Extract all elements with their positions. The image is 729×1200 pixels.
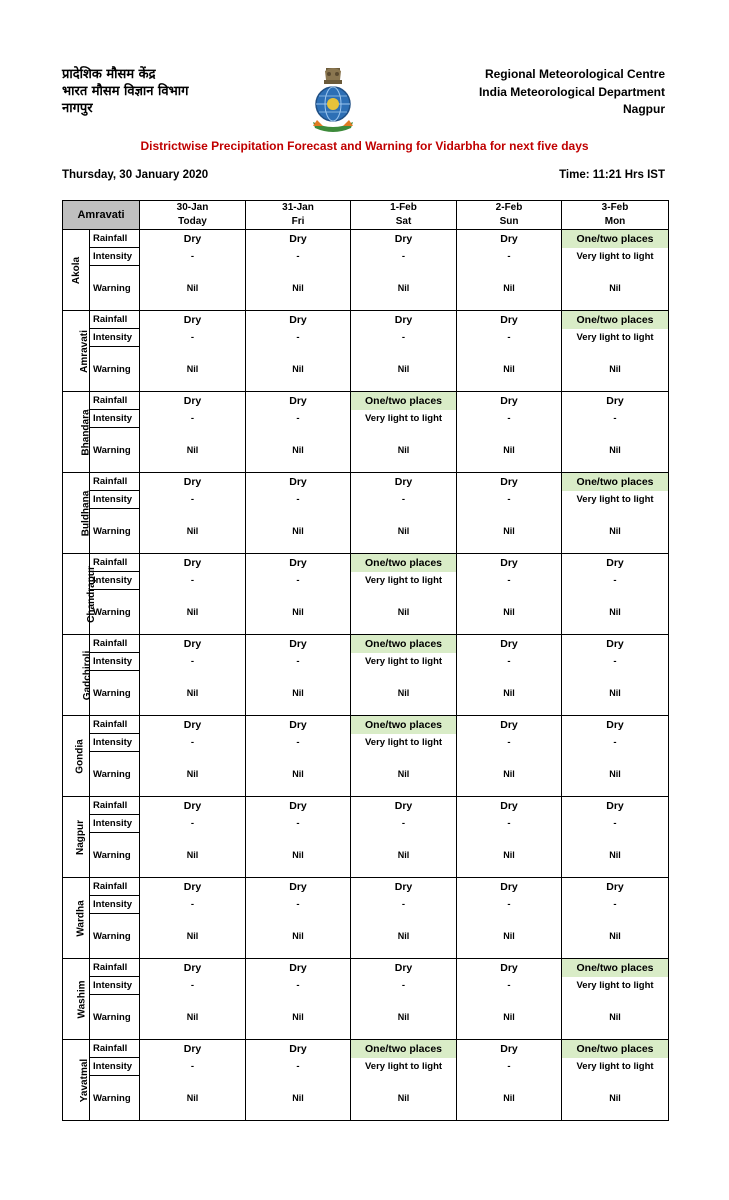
- intensity-cell: -: [351, 491, 457, 509]
- rainfall-row: [63, 878, 669, 896]
- warning-label: Warning: [90, 509, 140, 554]
- warning-row: [63, 266, 669, 311]
- warning-cell: Nil: [562, 509, 669, 554]
- warning-cell: Nil: [457, 752, 562, 797]
- rainfall-cell: One/two places: [562, 473, 669, 491]
- warning-row: [63, 671, 669, 716]
- district-name-cell: [63, 797, 90, 878]
- intensity-cell: Very light to light: [562, 248, 669, 266]
- warning-cell: Nil: [351, 914, 457, 959]
- warning-cell: Nil: [457, 428, 562, 473]
- intensity-cell: -: [351, 248, 457, 266]
- intensity-cell: -: [246, 653, 351, 671]
- forecast-body: [63, 230, 669, 1121]
- warning-cell: Nil: [562, 266, 669, 311]
- intensity-cell: -: [562, 410, 669, 428]
- rainfall-row: [63, 554, 669, 572]
- rainfall-cell: Dry: [246, 878, 351, 896]
- warning-cell: Nil: [140, 752, 246, 797]
- page-title: Districtwise Precipitation Forecast and Warning for Vidarbha for next five days: [140, 139, 589, 153]
- intensity-label: Intensity: [90, 734, 140, 752]
- rainfall-label: Rainfall: [90, 959, 140, 977]
- rainfall-cell: One/two places: [351, 1040, 457, 1058]
- intensity-cell: -: [140, 977, 246, 995]
- day-of-week: Fri: [246, 215, 351, 230]
- rainfall-cell: Dry: [140, 230, 246, 248]
- warning-cell: Nil: [457, 833, 562, 878]
- warning-cell: Nil: [246, 752, 351, 797]
- rainfall-row: [63, 797, 669, 815]
- district-name: Akola: [71, 256, 83, 284]
- warning-cell: Nil: [246, 509, 351, 554]
- rainfall-label: Rainfall: [90, 392, 140, 410]
- forecast-table: [62, 200, 669, 1121]
- warning-label: Warning: [90, 428, 140, 473]
- intensity-cell: Very light to light: [562, 491, 669, 509]
- day-date: 2-Feb: [457, 201, 562, 216]
- rainfall-cell: Dry: [457, 635, 562, 653]
- warning-cell: Nil: [562, 995, 669, 1040]
- rainfall-cell: Dry: [246, 716, 351, 734]
- hindi-office-name: [62, 66, 188, 117]
- header-dow-row: [63, 215, 669, 230]
- warning-cell: Nil: [246, 266, 351, 311]
- intensity-cell: -: [140, 572, 246, 590]
- warning-cell: Nil: [351, 1076, 457, 1121]
- rainfall-label: Rainfall: [90, 1040, 140, 1058]
- intensity-cell: -: [457, 248, 562, 266]
- intensity-row: [63, 248, 669, 266]
- warning-cell: Nil: [246, 347, 351, 392]
- district-name: Wardha: [75, 899, 87, 937]
- intensity-cell: -: [351, 815, 457, 833]
- warning-cell: Nil: [246, 995, 351, 1040]
- warning-cell: Nil: [140, 995, 246, 1040]
- intensity-cell: -: [562, 896, 669, 914]
- rainfall-cell: One/two places: [562, 959, 669, 977]
- warning-row: [63, 347, 669, 392]
- rainfall-label: Rainfall: [90, 797, 140, 815]
- district-name-cell: [63, 716, 90, 797]
- intensity-cell: -: [246, 329, 351, 347]
- rainfall-cell: Dry: [457, 392, 562, 410]
- rainfall-cell: Dry: [457, 1040, 562, 1058]
- rainfall-cell: One/two places: [351, 716, 457, 734]
- imd-emblem-icon: [307, 66, 359, 136]
- district-name-cell: [63, 311, 90, 392]
- intensity-row: [63, 410, 669, 428]
- district-name: Chandrapur: [85, 565, 97, 623]
- rainfall-cell: Dry: [351, 473, 457, 491]
- rainfall-label: Rainfall: [90, 311, 140, 329]
- district-name-cell: [63, 1040, 90, 1121]
- intensity-cell: -: [246, 896, 351, 914]
- rainfall-cell: Dry: [351, 959, 457, 977]
- intensity-cell: -: [246, 491, 351, 509]
- intensity-cell: -: [562, 572, 669, 590]
- intensity-label: Intensity: [90, 410, 140, 428]
- rainfall-cell: Dry: [562, 797, 669, 815]
- intensity-cell: -: [457, 815, 562, 833]
- warning-row: [63, 833, 669, 878]
- warning-cell: Nil: [562, 347, 669, 392]
- rainfall-label: Rainfall: [90, 473, 140, 491]
- intensity-cell: Very light to light: [562, 977, 669, 995]
- rainfall-cell: Dry: [351, 797, 457, 815]
- intensity-cell: Very light to light: [562, 1058, 669, 1076]
- rainfall-cell: Dry: [351, 311, 457, 329]
- day-of-week: Sun: [457, 215, 562, 230]
- intensity-cell: -: [140, 329, 246, 347]
- intensity-label: Intensity: [90, 977, 140, 995]
- warning-cell: Nil: [140, 347, 246, 392]
- district-name: Gadchiroli: [82, 650, 94, 700]
- hindi-line: भारत मौसम विज्ञान विभाग: [62, 84, 189, 99]
- warning-cell: Nil: [140, 833, 246, 878]
- warning-cell: Nil: [246, 1076, 351, 1121]
- warning-label: Warning: [90, 752, 140, 797]
- warning-cell: Nil: [457, 590, 562, 635]
- intensity-cell: Very light to light: [351, 572, 457, 590]
- rainfall-cell: Dry: [140, 878, 246, 896]
- warning-cell: Nil: [562, 752, 669, 797]
- intensity-label: Intensity: [90, 896, 140, 914]
- intensity-label: Intensity: [90, 1058, 140, 1076]
- intensity-cell: -: [140, 410, 246, 428]
- warning-cell: Nil: [351, 833, 457, 878]
- warning-cell: Nil: [351, 752, 457, 797]
- rainfall-row: [63, 635, 669, 653]
- day-of-week: Today: [140, 215, 246, 230]
- intensity-cell: -: [562, 734, 669, 752]
- hindi-line: नागपुर: [62, 101, 93, 116]
- rainfall-label: Rainfall: [90, 230, 140, 248]
- warning-row: [63, 590, 669, 635]
- rainfall-cell: Dry: [562, 392, 669, 410]
- district-name-cell: [63, 230, 90, 311]
- warning-cell: Nil: [140, 590, 246, 635]
- intensity-cell: -: [140, 734, 246, 752]
- rainfall-cell: Dry: [140, 797, 246, 815]
- warning-label: Warning: [90, 347, 140, 392]
- warning-row: [63, 428, 669, 473]
- intensity-cell: -: [246, 815, 351, 833]
- rainfall-row: [63, 392, 669, 410]
- rainfall-cell: Dry: [457, 554, 562, 572]
- warning-cell: Nil: [351, 995, 457, 1040]
- intensity-row: [63, 1058, 669, 1076]
- day-of-week: Sat: [351, 215, 457, 230]
- intensity-row: [63, 977, 669, 995]
- intensity-label: Intensity: [90, 329, 140, 347]
- rainfall-cell: Dry: [457, 878, 562, 896]
- intensity-cell: -: [457, 977, 562, 995]
- intensity-cell: -: [140, 1058, 246, 1076]
- intensity-cell: -: [351, 896, 457, 914]
- rainfall-cell: Dry: [457, 959, 562, 977]
- warning-cell: Nil: [562, 428, 669, 473]
- english-line: Regional Meteorological Centre: [484, 67, 665, 81]
- district-name: Washim: [76, 980, 88, 1018]
- warning-label: Warning: [90, 914, 140, 959]
- issue-date: Thursday, 30 January 2020: [62, 169, 209, 181]
- intensity-label: Intensity: [90, 248, 140, 266]
- warning-label: Warning: [90, 1076, 140, 1121]
- warning-cell: Nil: [140, 1076, 246, 1121]
- rainfall-label: Rainfall: [90, 716, 140, 734]
- intensity-cell: -: [246, 1058, 351, 1076]
- issue-time: Time: 11:21 Hrs IST: [559, 169, 665, 181]
- rainfall-cell: Dry: [140, 1040, 246, 1058]
- rainfall-cell: Dry: [457, 473, 562, 491]
- warning-cell: Nil: [246, 914, 351, 959]
- hindi-line: प्रादेशिक मौसम केंद्र: [62, 67, 156, 82]
- rainfall-cell: Dry: [457, 230, 562, 248]
- warning-label: Warning: [90, 590, 140, 635]
- intensity-row: [63, 815, 669, 833]
- rainfall-cell: Dry: [140, 392, 246, 410]
- intensity-row: [63, 653, 669, 671]
- warning-cell: Nil: [246, 428, 351, 473]
- intensity-cell: -: [457, 734, 562, 752]
- rainfall-cell: Dry: [140, 554, 246, 572]
- rainfall-cell: Dry: [246, 473, 351, 491]
- warning-row: [63, 509, 669, 554]
- warning-cell: Nil: [351, 509, 457, 554]
- intensity-cell: Very light to light: [351, 653, 457, 671]
- rainfall-cell: Dry: [246, 1040, 351, 1058]
- rainfall-cell: Dry: [246, 635, 351, 653]
- rainfall-cell: Dry: [457, 797, 562, 815]
- district-name-cell: [63, 473, 90, 554]
- intensity-cell: -: [351, 977, 457, 995]
- district-name-cell: [63, 635, 94, 716]
- intensity-cell: -: [140, 491, 246, 509]
- rainfall-cell: One/two places: [351, 554, 457, 572]
- intensity-row: [63, 734, 669, 752]
- rainfall-cell: Dry: [140, 311, 246, 329]
- warning-cell: Nil: [246, 590, 351, 635]
- rainfall-label: Rainfall: [90, 635, 140, 653]
- warning-cell: Nil: [140, 914, 246, 959]
- intensity-row: [63, 896, 669, 914]
- rainfall-row: [63, 311, 669, 329]
- rainfall-cell: One/two places: [351, 635, 457, 653]
- warning-cell: Nil: [140, 266, 246, 311]
- rainfall-cell: Dry: [140, 716, 246, 734]
- intensity-cell: -: [457, 896, 562, 914]
- rainfall-cell: Dry: [246, 230, 351, 248]
- rainfall-cell: Dry: [562, 878, 669, 896]
- warning-label: Warning: [90, 671, 140, 716]
- intensity-cell: Very light to light: [351, 410, 457, 428]
- intensity-cell: -: [457, 653, 562, 671]
- rainfall-cell: One/two places: [351, 392, 457, 410]
- warning-cell: Nil: [562, 590, 669, 635]
- district-name-cell: [63, 554, 97, 635]
- intensity-cell: -: [457, 410, 562, 428]
- english-line: India Meteorological Department: [478, 84, 665, 99]
- rainfall-cell: Dry: [457, 311, 562, 329]
- day-date: 3-Feb: [562, 201, 669, 216]
- rainfall-row: [63, 1040, 669, 1058]
- warning-cell: Nil: [457, 266, 562, 311]
- intensity-cell: -: [140, 248, 246, 266]
- warning-cell: Nil: [140, 428, 246, 473]
- rainfall-cell: Dry: [246, 797, 351, 815]
- intensity-cell: -: [246, 734, 351, 752]
- rainfall-cell: Dry: [457, 716, 562, 734]
- rainfall-cell: Dry: [246, 311, 351, 329]
- warning-cell: Nil: [457, 671, 562, 716]
- intensity-cell: -: [351, 329, 457, 347]
- day-of-week: Mon: [562, 215, 669, 230]
- english-office-name: [479, 66, 665, 119]
- region-label: Amravati: [63, 201, 140, 230]
- english-line: Nagpur: [623, 102, 665, 116]
- warning-cell: Nil: [562, 671, 669, 716]
- intensity-cell: Very light to light: [562, 329, 669, 347]
- rainfall-label: Rainfall: [90, 878, 140, 896]
- intensity-cell: -: [562, 815, 669, 833]
- rainfall-row: [63, 473, 669, 491]
- intensity-cell: -: [562, 653, 669, 671]
- intensity-row: [63, 329, 669, 347]
- warning-cell: Nil: [562, 914, 669, 959]
- rainfall-cell: Dry: [140, 959, 246, 977]
- intensity-label: Intensity: [90, 491, 140, 509]
- day-date: 30-Jan: [140, 201, 246, 216]
- day-date: 1-Feb: [351, 201, 457, 216]
- warning-label: Warning: [90, 266, 140, 311]
- intensity-cell: -: [246, 248, 351, 266]
- intensity-cell: -: [457, 572, 562, 590]
- warning-cell: Nil: [246, 671, 351, 716]
- warning-cell: Nil: [246, 833, 351, 878]
- warning-row: [63, 914, 669, 959]
- intensity-cell: Very light to light: [351, 734, 457, 752]
- intensity-cell: -: [140, 815, 246, 833]
- rainfall-cell: Dry: [140, 473, 246, 491]
- district-name-cell: [63, 392, 90, 473]
- intensity-cell: -: [457, 1058, 562, 1076]
- warning-cell: Nil: [140, 509, 246, 554]
- district-name-cell: [63, 878, 90, 959]
- rainfall-cell: One/two places: [562, 311, 669, 329]
- district-name-cell: [63, 959, 90, 1040]
- intensity-cell: -: [140, 896, 246, 914]
- rainfall-cell: Dry: [246, 554, 351, 572]
- header-date-row: [63, 201, 669, 216]
- rainfall-row: [63, 959, 669, 977]
- rainfall-cell: Dry: [246, 392, 351, 410]
- warning-cell: Nil: [457, 914, 562, 959]
- day-date: 31-Jan: [246, 201, 351, 216]
- rainfall-cell: Dry: [562, 554, 669, 572]
- warning-cell: Nil: [351, 590, 457, 635]
- rainfall-cell: Dry: [246, 959, 351, 977]
- warning-row: [63, 752, 669, 797]
- warning-row: [63, 1076, 669, 1121]
- warning-cell: Nil: [562, 833, 669, 878]
- warning-cell: Nil: [457, 1076, 562, 1121]
- warning-cell: Nil: [457, 509, 562, 554]
- district-name: Gondia: [74, 738, 86, 774]
- intensity-cell: -: [246, 410, 351, 428]
- district-name: Buldhana: [80, 490, 92, 536]
- rainfall-cell: One/two places: [562, 230, 669, 248]
- district-name: Amravati: [78, 329, 90, 373]
- intensity-cell: -: [457, 329, 562, 347]
- district-name: Nagpur: [75, 819, 86, 855]
- warning-cell: Nil: [457, 347, 562, 392]
- rainfall-cell: One/two places: [562, 1040, 669, 1058]
- rainfall-cell: Dry: [351, 230, 457, 248]
- warning-cell: Nil: [351, 671, 457, 716]
- warning-row: [63, 995, 669, 1040]
- rainfall-row: [63, 230, 669, 248]
- intensity-cell: Very light to light: [351, 1058, 457, 1076]
- district-name: Bhandara: [80, 408, 92, 456]
- intensity-row: [63, 491, 669, 509]
- warning-cell: Nil: [562, 1076, 669, 1121]
- district-name: Yavatmal: [79, 1058, 91, 1102]
- intensity-cell: -: [246, 572, 351, 590]
- intensity-label: Intensity: [90, 653, 140, 671]
- rainfall-row: [63, 716, 669, 734]
- intensity-label: Intensity: [90, 815, 140, 833]
- rainfall-cell: Dry: [562, 716, 669, 734]
- intensity-cell: -: [140, 653, 246, 671]
- rainfall-cell: Dry: [351, 878, 457, 896]
- warning-label: Warning: [90, 995, 140, 1040]
- warning-cell: Nil: [457, 995, 562, 1040]
- warning-cell: Nil: [351, 428, 457, 473]
- rainfall-cell: Dry: [562, 635, 669, 653]
- warning-label: Warning: [90, 833, 140, 878]
- warning-cell: Nil: [351, 347, 457, 392]
- rainfall-cell: Dry: [140, 635, 246, 653]
- intensity-label: Intensity: [90, 572, 140, 590]
- rainfall-label: Rainfall: [90, 554, 140, 572]
- intensity-row: [63, 572, 669, 590]
- warning-cell: Nil: [140, 671, 246, 716]
- intensity-cell: -: [457, 491, 562, 509]
- intensity-cell: -: [246, 977, 351, 995]
- warning-cell: Nil: [351, 266, 457, 311]
